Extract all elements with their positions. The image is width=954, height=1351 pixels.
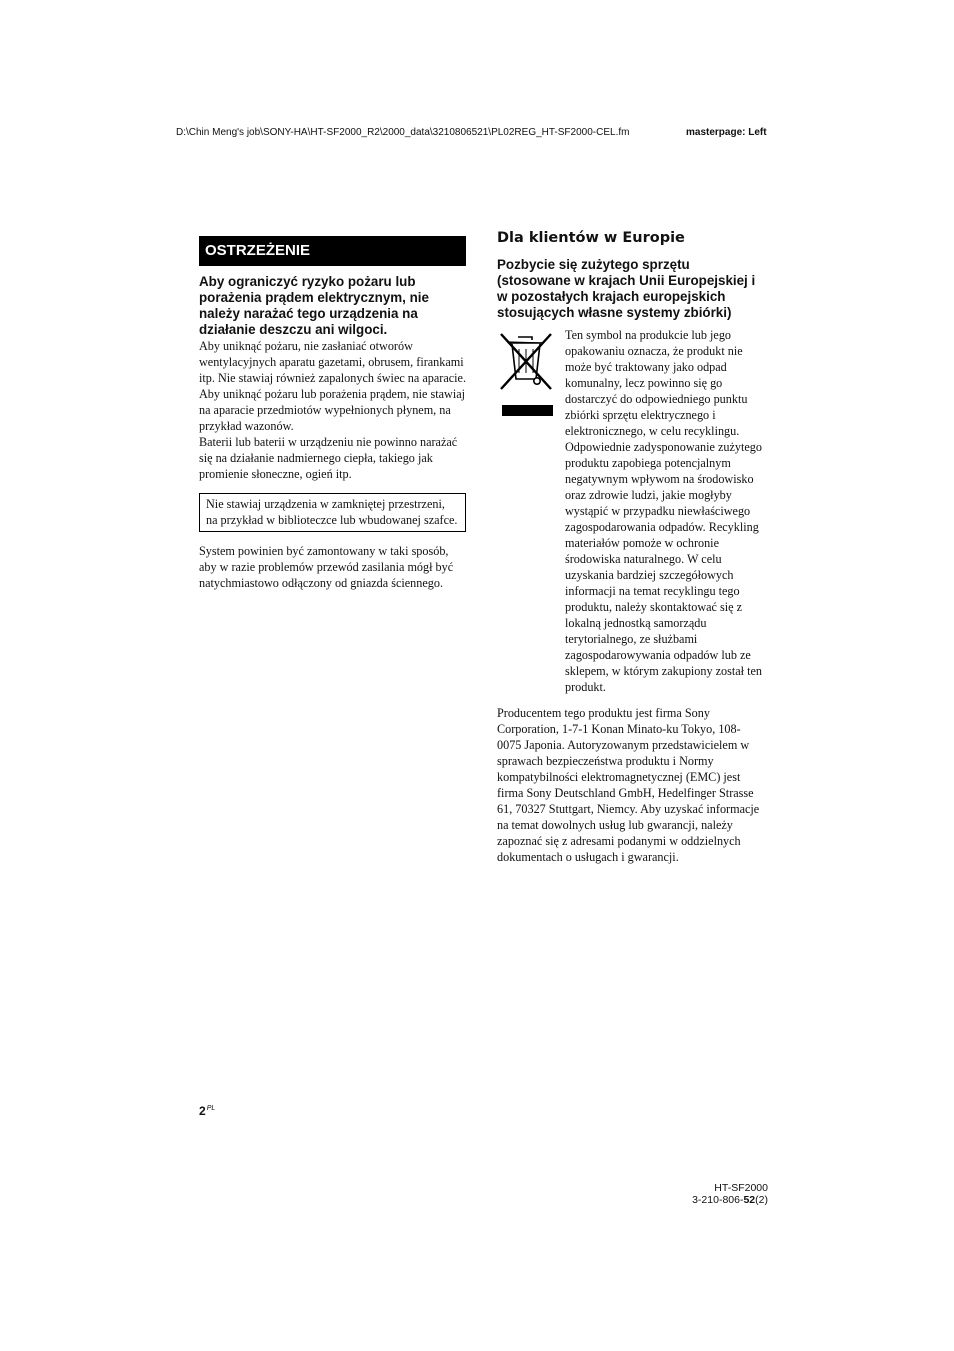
file-path-header: D:\Chin Meng's job\SONY-HA\HT-SF2000_R2\2000_data\3210806521\PL02REG_HT-SF2000-CEL.fm — [176, 127, 630, 138]
disposal-heading: Pozbycie się zużytego sprzętu (stosowane w krajach Unii Europejskiej i w pozostałych krajach europejskich stosujących własne systemy zbiórki) — [497, 257, 756, 320]
left-column — [199, 236, 466, 591]
crossed-out-wheelie-bin-icon — [497, 331, 555, 393]
symbol-description: Ten symbol na produkcie lub jego opakowaniu oznacza, że produkt nie może być traktowany jako odpad komunalny, lecz powinno się go dostarczyć do odpowiedniego punktu zbiórki sprzętu elektrycznego i elektronicznego, w celu recyklingu. Odpowiednie zadysponowanie zużytego produktu zapobiega potencjalnym negatywnym wpływom na środowisko oraz zdrowie ludzi, jakie mogłyby wystąpić w przypadku niewłaściwego zagospodarowania odpadów. Recykling materiałów pomoże w ochronie środowiska naturalnego. W celu uzyskania bardziej szczegółowych informacji na temat recyklingu tego produktu, należy skontaktować się z lokalną jednostką samorządu terytorialnego, ze służbami zagospodarowywania odpadów lub ze sklepem, w którym zakupiony został ten produkt. — [565, 328, 762, 694]
producer-info: Producentem tego produktu jest firma Sony Corporation, 1-7-1 Konan Minato-ku Tokyo, 108-0075 Japonia. Autoryzowanym przedstawicielem w sprawach bezpieczeństwa produktu i Normy kompatybilności elektromagnetycznej (EMC) jest firma Sony Deutschland GmbH, Hedelfinger Strasse 61, 70327 Stuttgart, Niemcy. Aby uzyskać informacje na temat dowolnych usług lub gwarancji, należy zapoznać się z adresami podanymi w oddzielnych dokumentach o usługach i gwarancji. — [497, 706, 760, 864]
part-number — [660, 1194, 768, 1206]
symbol-underline-bar — [502, 405, 553, 416]
right-column — [497, 229, 765, 865]
part-number-bold: 52 — [743, 1194, 756, 1206]
part-number-suffix: (2) — [755, 1194, 768, 1206]
boxed-note: Nie stawiaj urządzenia w zamkniętej przestrzeni, na przykład w biblioteczce lub wbudowanej szafce. — [199, 493, 466, 532]
warning-paragraphs — [199, 338, 466, 482]
paragraph-liquids: Aby uniknąć pożaru lub porażenia prądem, nie stawiaj na aparacie przedmiotów wypełnionych płynem, na przykład wazonów. — [199, 387, 465, 433]
symbol-block — [497, 327, 765, 695]
europe-title: Dla klientów w Europie — [497, 230, 685, 246]
weee-symbol — [497, 331, 555, 416]
page-number-value: 2 — [199, 1104, 206, 1118]
part-number-prefix: 3-210-806- — [692, 1194, 744, 1206]
masterpage-label: masterpage: Left — [686, 127, 767, 138]
page-language: PL — [206, 1105, 216, 1112]
footer-model-code — [660, 1182, 768, 1206]
model-name: HT-SF2000 — [714, 1182, 768, 1194]
paragraph-batteries: Baterii lub baterii w urządzeniu nie powinno narażać się na działanie nadmiernego ciepła, takiego jak promienie słoneczne, ogień itp. — [199, 435, 458, 481]
paragraph-ventilation: Aby uniknąć pożaru, nie zasłaniać otworów wentylacyjnych aparatu gazetami, obrusem, firankami itp. Nie stawiaj również zapalonych świec na aparacie. — [199, 339, 466, 385]
warning-title: OSTRZEŻENIE — [199, 236, 466, 266]
warning-heading: Aby ograniczyć ryzyko pożaru lub porażenia prądem elektrycznym, nie należy narażać tego urządzenia na działanie deszczu ani wilgoci. — [199, 274, 429, 337]
installation-note: System powinien być zamontowany w taki sposób, aby w razie problemów przewód zasilania mógł być natychmiastowo odłączony od gniazda ściennego. — [199, 544, 454, 590]
page-number — [199, 1104, 215, 1118]
